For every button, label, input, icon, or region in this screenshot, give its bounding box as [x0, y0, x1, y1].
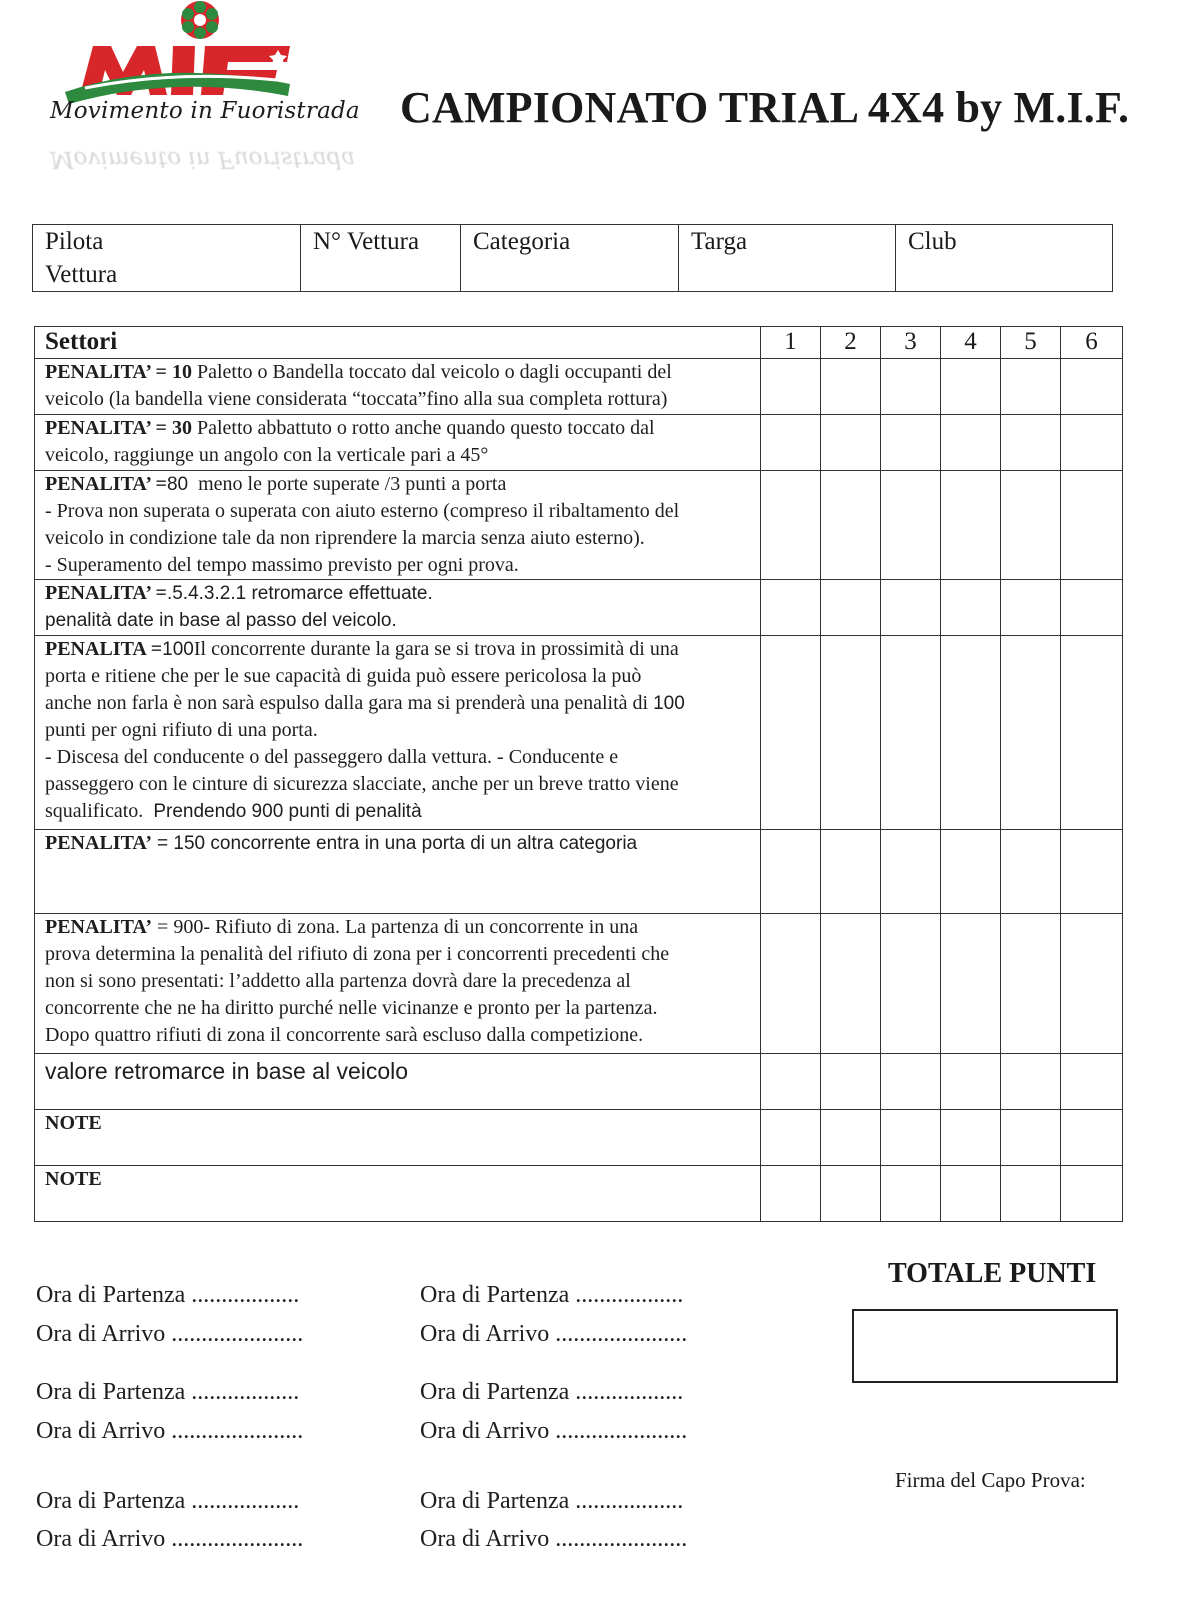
score-cell[interactable]	[1001, 1166, 1061, 1222]
score-cell[interactable]	[1061, 830, 1123, 914]
penalty-text: - Superamento del tempo massimo previsto per ogni prova.	[45, 554, 519, 576]
ora-arrivo-3-right[interactable]: Ora di Arrivo ......................	[420, 1526, 688, 1552]
penalty-text: concorrente che ne ha diritto purché nelle vicinanze e pronto per la partenza.	[45, 997, 658, 1019]
score-cell[interactable]	[1001, 914, 1061, 1054]
numero-vettura-cell[interactable]	[301, 225, 461, 292]
penalty-lead: PENALITA’ = 10	[45, 361, 192, 383]
penalty-text: - Prova non superata o superata con aiuto esterno (compreso il ribaltamento del	[45, 500, 680, 522]
score-cell[interactable]	[761, 1110, 821, 1166]
penalty-text: Dopo quattro rifiuti di zona il concorrente sarà escluso dalla competizione.	[45, 1024, 644, 1046]
score-cell[interactable]	[1061, 415, 1123, 471]
penalty-text: Paletto abbattuto o rotto anche quando questo toccato dal	[196, 417, 655, 439]
vettura-label: Vettura	[45, 261, 118, 288]
penalty-text: non si sono presentati: l’addetto alla partenza dovrà dare la precedenza al	[45, 970, 631, 992]
score-cell[interactable]	[761, 580, 821, 636]
penalty-retromarce-desc	[35, 580, 761, 636]
score-cell[interactable]	[1061, 1166, 1123, 1222]
penalty-value: 100	[162, 639, 194, 660]
document-title: CAMPIONATO TRIAL 4X4 by M.I.F.	[400, 83, 1130, 132]
score-cell[interactable]	[1061, 914, 1123, 1054]
ora-partenza-3-right[interactable]: Ora di Partenza ..................	[420, 1488, 684, 1514]
table-row	[35, 359, 1123, 415]
penalty-text: meno le porte superate /3 punti a porta	[198, 473, 507, 495]
score-cell[interactable]	[821, 359, 881, 415]
table-row	[35, 830, 1123, 914]
logo-tagline: Movimento in Fuoristrada	[50, 98, 360, 124]
score-cell[interactable]	[1001, 1110, 1061, 1166]
table-row	[35, 1110, 1123, 1166]
score-cell[interactable]	[881, 471, 941, 580]
penalty-text: Paletto o Bandella toccato dal veicolo o dagli occupanti del	[196, 361, 672, 383]
penalty-lead: PENALITA =	[45, 638, 163, 660]
firma-capo-prova-label: Firma del Capo Prova:	[895, 1468, 1086, 1492]
score-cell[interactable]	[941, 1166, 1001, 1222]
score-cell[interactable]	[761, 1054, 821, 1110]
score-cell[interactable]	[881, 415, 941, 471]
score-cell[interactable]	[761, 914, 821, 1054]
score-cell[interactable]	[761, 636, 821, 830]
ora-arrivo-2-left[interactable]: Ora di Arrivo ......................	[36, 1418, 304, 1444]
table-row	[35, 580, 1123, 636]
ora-partenza-2-left[interactable]: Ora di Partenza ..................	[36, 1379, 300, 1405]
ora-arrivo-1-right[interactable]: Ora di Arrivo ......................	[420, 1321, 688, 1347]
score-cell[interactable]	[821, 471, 881, 580]
penalty-value: 100	[653, 693, 685, 714]
score-cell[interactable]	[1061, 359, 1123, 415]
table-row	[35, 415, 1123, 471]
score-cell[interactable]	[761, 830, 821, 914]
pilota-label: Pilota	[45, 228, 104, 255]
score-cell[interactable]	[941, 580, 1001, 636]
score-cell[interactable]	[1061, 471, 1123, 580]
valore-retromarce-desc	[35, 1054, 761, 1110]
penalty-text: veicolo, raggiunge un angolo con la verticale pari a 45°	[45, 444, 489, 466]
score-cell[interactable]	[1061, 636, 1123, 830]
score-cell[interactable]	[881, 1166, 941, 1222]
sector-header-4: 4	[941, 327, 1001, 359]
score-cell[interactable]	[941, 914, 1001, 1054]
score-cell[interactable]	[821, 636, 881, 830]
note-cell[interactable]	[35, 1166, 761, 1222]
ora-partenza-2-right[interactable]: Ora di Partenza ..................	[420, 1379, 684, 1405]
penalty-value: = 900- Rifiuto di zona. La partenza di un concorrente in una	[157, 916, 639, 938]
note-cell[interactable]	[35, 1110, 761, 1166]
ora-partenza-1-right[interactable]: Ora di Partenza ..................	[420, 1282, 684, 1308]
score-cell[interactable]	[881, 830, 941, 914]
ora-arrivo-1-left[interactable]: Ora di Arrivo ......................	[36, 1321, 304, 1347]
sector-header-6: 6	[1061, 327, 1123, 359]
score-cell[interactable]	[881, 359, 941, 415]
penalty-text: - Discesa del conducente o del passeggero dalla vettura. - Conducente e	[45, 746, 619, 768]
score-cell[interactable]	[941, 636, 1001, 830]
score-cell[interactable]	[821, 580, 881, 636]
score-cell[interactable]	[1001, 415, 1061, 471]
score-cell[interactable]	[881, 580, 941, 636]
score-cell[interactable]	[1001, 636, 1061, 830]
score-cell[interactable]	[1061, 1054, 1123, 1110]
targa-cell[interactable]	[679, 225, 896, 292]
table-row	[35, 471, 1123, 580]
targa-label: Targa	[691, 228, 748, 255]
logo-letter-i	[171, 46, 195, 95]
penalty-text: Il concorrente durante la gara se si trova in prossimità di una	[193, 638, 679, 660]
penalty-150-desc	[35, 830, 761, 914]
score-cell[interactable]	[1001, 359, 1061, 415]
score-cell[interactable]	[821, 830, 881, 914]
penalty-text: penalità date in base al passo del veicolo.	[45, 610, 397, 631]
sector-header-2: 2	[821, 327, 881, 359]
ora-partenza-1-left[interactable]: Ora di Partenza ..................	[36, 1282, 300, 1308]
penalty-text: porta e ritiene che per le sue capacità di guida può essere pericolosa la può	[45, 665, 642, 687]
score-cell[interactable]	[1001, 830, 1061, 914]
score-cell[interactable]	[941, 415, 1001, 471]
categoria-label: Categoria	[473, 228, 571, 255]
score-cell[interactable]	[1001, 1054, 1061, 1110]
penalty-value: .5.4.3.2.1 retromarce effettuate.	[166, 583, 433, 604]
score-cell[interactable]	[1001, 471, 1061, 580]
score-cell[interactable]	[941, 359, 1001, 415]
note-label: NOTE	[45, 1168, 102, 1190]
penalty-text: passeggero con le cinture di sicurezza slacciate, anche per un breve tratto viene	[45, 773, 679, 795]
score-cell[interactable]	[881, 914, 941, 1054]
score-cell[interactable]	[941, 1054, 1001, 1110]
penalty-lead: PENALITA’ =	[45, 582, 167, 604]
penalty-lead: PENALITA’	[45, 832, 153, 854]
penalty-10-desc	[35, 359, 761, 415]
table-row	[35, 914, 1123, 1054]
score-cell[interactable]	[881, 1110, 941, 1166]
score-cell[interactable]	[941, 830, 1001, 914]
penalty-30-desc	[35, 415, 761, 471]
settori-header: Settori	[35, 327, 761, 359]
club-cell[interactable]	[896, 225, 1113, 292]
categoria-cell[interactable]	[461, 225, 679, 292]
score-cell[interactable]	[1061, 580, 1123, 636]
score-cell[interactable]	[821, 1110, 881, 1166]
penalty-value: = 150 concorrente entra in una porta di un altra categoria	[157, 833, 638, 854]
score-cell[interactable]	[821, 1054, 881, 1110]
ora-partenza-3-left[interactable]: Ora di Partenza ..................	[36, 1488, 300, 1514]
penalty-lead: PENALITA’	[45, 916, 153, 938]
sector-header-3: 3	[881, 327, 941, 359]
totale-punti-box[interactable]	[852, 1309, 1118, 1383]
penalty-text: prova determina la penalità del rifiuto di zona per i concorrenti precedenti che	[45, 943, 670, 965]
sector-header-1: 1	[761, 327, 821, 359]
driver-info-table	[32, 224, 1113, 292]
score-cell[interactable]	[1061, 1110, 1123, 1166]
penalty-text: squalificato.	[45, 800, 144, 822]
score-cell[interactable]	[761, 415, 821, 471]
score-cell[interactable]	[761, 471, 821, 580]
valore-retromarce-text: valore retromarce in base al veicolo	[45, 1058, 409, 1084]
sector-header-5: 5	[1001, 327, 1061, 359]
score-cell[interactable]	[821, 415, 881, 471]
score-cell[interactable]	[821, 1166, 881, 1222]
penalty-lead: PENALITA’ =	[45, 473, 167, 495]
ora-arrivo-3-left[interactable]: Ora di Arrivo ......................	[36, 1526, 304, 1552]
rosette-icon	[181, 1, 219, 39]
penalty-text: anche non farla è non sarà espulso dalla gara ma si prenderà una penalità di	[45, 692, 649, 714]
penalty-100-desc	[35, 636, 761, 830]
penalty-80-desc	[35, 471, 761, 580]
penalty-text: veicolo (la bandella viene considerata “toccata”fino alla sua completa rottura)	[45, 388, 668, 410]
score-cell[interactable]	[881, 1054, 941, 1110]
totale-punti-label: TOTALE PUNTI	[888, 1258, 1097, 1289]
score-cell[interactable]	[941, 1110, 1001, 1166]
table-row	[35, 1166, 1123, 1222]
penalty-value: 80	[166, 474, 189, 495]
score-cell[interactable]	[941, 471, 1001, 580]
penalty-lead: PENALITA’ = 30	[45, 417, 192, 439]
ora-arrivo-2-right[interactable]: Ora di Arrivo ......................	[420, 1418, 688, 1444]
score-cell[interactable]	[1001, 580, 1061, 636]
score-cell[interactable]	[821, 914, 881, 1054]
note-label: NOTE	[45, 1112, 102, 1134]
score-cell[interactable]	[881, 636, 941, 830]
table-row	[35, 636, 1123, 830]
numero-vettura-label: N° Vettura	[313, 228, 420, 255]
score-cell[interactable]	[761, 1166, 821, 1222]
table-row	[35, 1054, 1123, 1110]
penalty-text: Prendendo 900 punti di penalità	[153, 801, 422, 822]
penalty-text: punti per ogni rifiuto di una porta.	[45, 719, 318, 741]
penalty-text: veicolo in condizione tale da non riprendere la marcia senza aiuto esterno).	[45, 527, 645, 549]
penalty-table	[34, 326, 1123, 1222]
pilota-vettura-cell[interactable]	[33, 225, 301, 292]
penalty-900-desc	[35, 914, 761, 1054]
logo-tagline-reflection: Movimento in Fuoristrada	[50, 146, 356, 172]
score-cell[interactable]	[761, 359, 821, 415]
club-label: Club	[908, 228, 957, 255]
